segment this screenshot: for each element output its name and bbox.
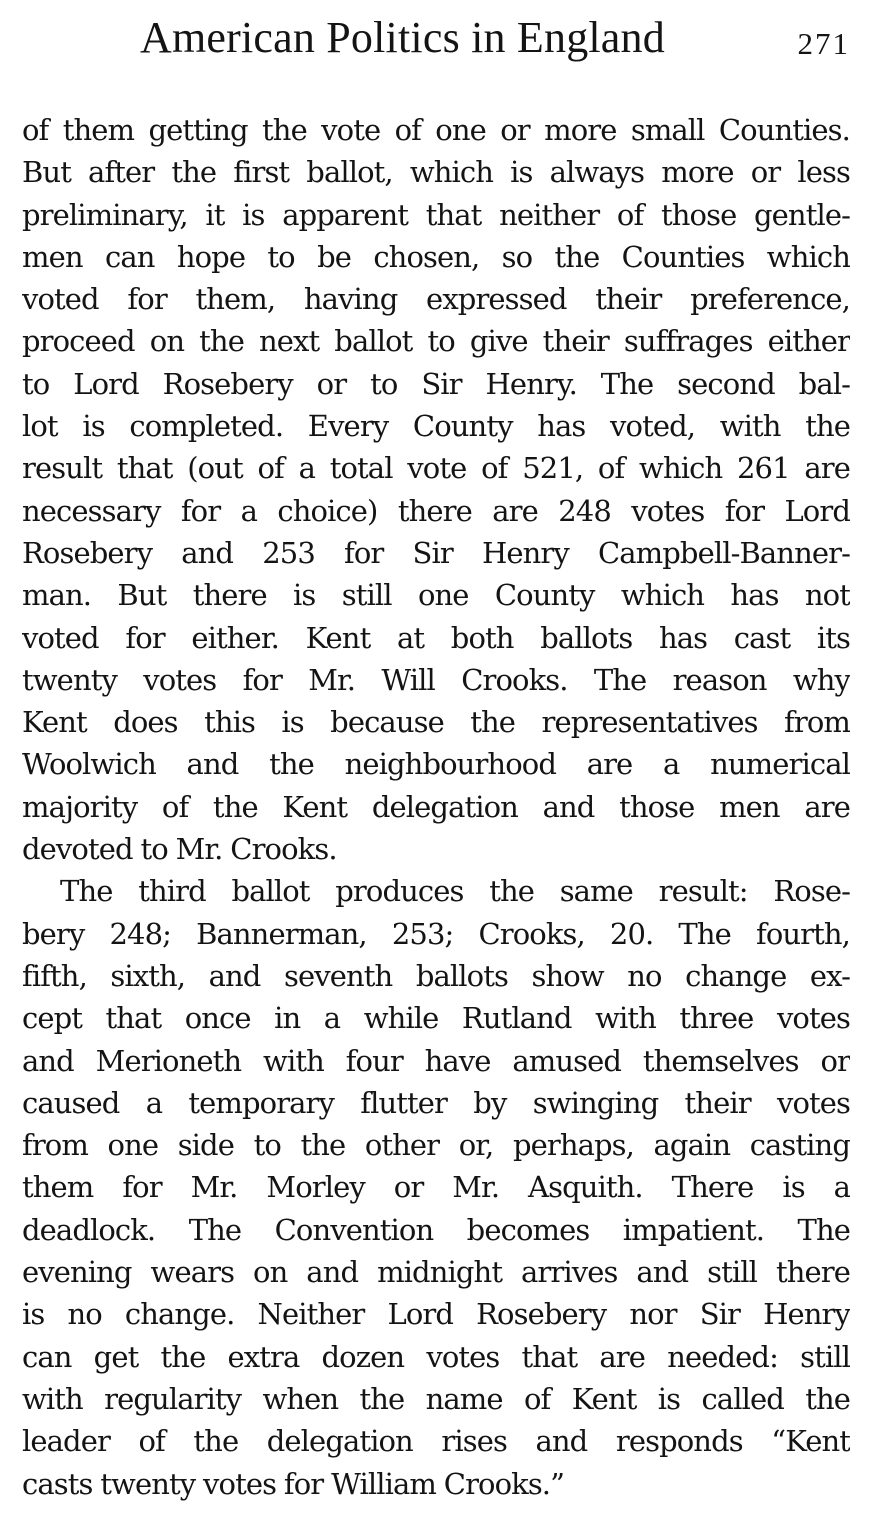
text-line: cept that once in a while Rutland with three votes — [22, 1001, 850, 1036]
paragraph-end-line: devoted to Mr. Crooks. — [22, 832, 337, 867]
text-line: caused a temporary flutter by swinging their votes — [22, 1085, 850, 1120]
text-line: But after the first ballot, which is always more or less — [22, 155, 850, 190]
text-line: twenty votes for Mr. Will Crooks. The reason why — [22, 662, 850, 697]
text-line: preliminary, it is apparent that neither of those gentle- — [22, 197, 850, 232]
text-line: lot is completed. Every County has voted, with the — [22, 409, 850, 444]
text-line: and Merioneth with four have amused themselves or — [22, 1043, 850, 1078]
text-line: voted for either. Kent at both ballots has cast its — [22, 620, 850, 655]
text-line: bery 248; Bannerman, 253; Crooks, 20. The fourth, — [22, 916, 850, 951]
text-line: man. But there is still one County which has not — [22, 578, 850, 613]
text-line: voted for them, having expressed their preference, — [22, 282, 850, 317]
text-line: necessary for a choice) there are 248 votes for Lord — [22, 493, 850, 528]
text-line: of them getting the vote of one or more small Counties. — [22, 113, 850, 147]
text-line: proceed on the next ballot to give their suffrages either — [22, 324, 850, 359]
paragraph-first-line: The third ballot produces the same result: Rose- — [60, 874, 850, 909]
text-line: fifth, sixth, and seventh ballots show no change ex- — [22, 958, 850, 993]
page-number: 271 — [797, 26, 850, 61]
text-line: evening wears on and midnight arrives and still there — [22, 1255, 850, 1290]
paragraph-end-line: casts twenty votes for William Crooks.” — [22, 1466, 565, 1501]
running-title: American Politics in England — [140, 13, 665, 62]
text-line: Kent does this is because the representatives from — [22, 705, 850, 740]
text-line: to Lord Rosebery or to Sir Henry. The second bal- — [22, 366, 850, 401]
text-line: deadlock. The Convention becomes impatient. The — [22, 1212, 850, 1247]
text-line: majority of the Kent delegation and those men are — [22, 789, 850, 824]
text-line: result that (out of a total vote of 521, of which 261 are — [22, 451, 850, 486]
body-text — [22, 109, 850, 1505]
text-line: them for Mr. Morley or Mr. Asquith. There is a — [22, 1170, 850, 1205]
text-line: Rosebery and 253 for Sir Henry Campbell-Banner- — [22, 535, 850, 570]
text-line: from one side to the other or, perhaps, again casting — [22, 1128, 850, 1163]
running-head — [140, 12, 850, 72]
text-line: can get the extra dozen votes that are needed: still — [22, 1339, 850, 1374]
text-line: leader of the delegation rises and responds “Kent — [22, 1424, 850, 1459]
text-line: with regularity when the name of Kent is called the — [22, 1381, 850, 1416]
text-line: men can hope to be chosen, so the Counties which — [22, 239, 850, 274]
text-line: is no change. Neither Lord Rosebery nor Sir Henry — [22, 1297, 850, 1332]
text-line: Woolwich and the neighbourhood are a numerical — [22, 747, 850, 782]
